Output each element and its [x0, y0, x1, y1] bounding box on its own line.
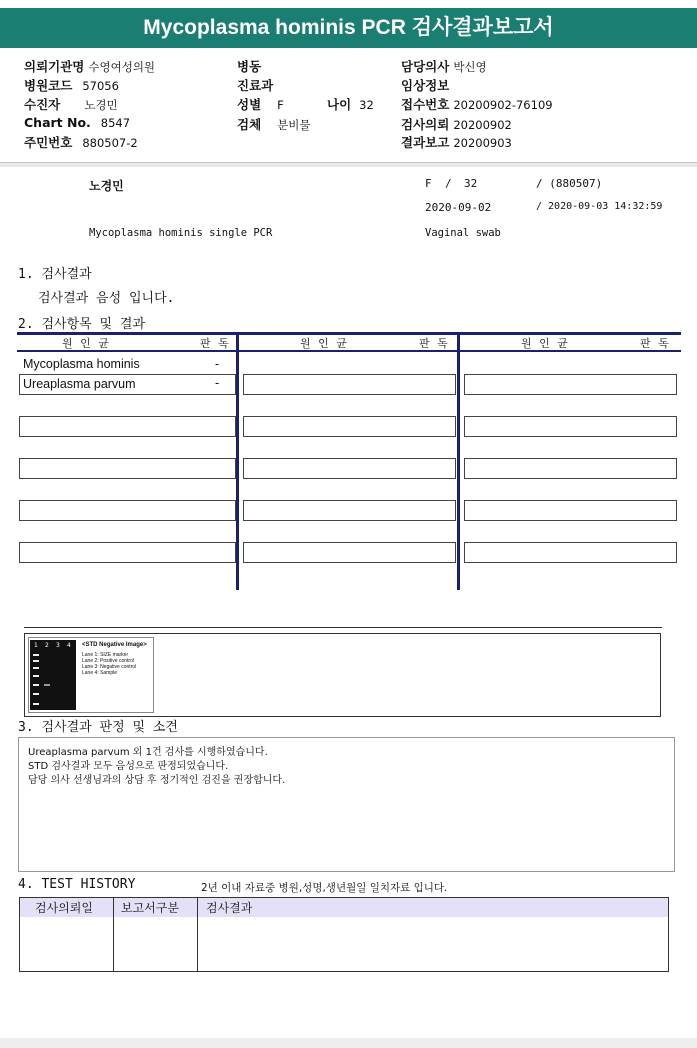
- report-date-label: 결과보고: [401, 135, 450, 150]
- patient-row: [24, 95, 118, 113]
- sex-label: 성별: [237, 97, 262, 112]
- gel-band: [33, 667, 39, 669]
- hospital-code-value: 57056: [82, 79, 119, 93]
- section1-text: 검사결과 음성 입니다.: [38, 291, 175, 306]
- gel-band: [33, 693, 39, 695]
- col-result-2: 판 독: [419, 337, 450, 350]
- history-note: 2년 이내 자료중 병원,성명,생년월일 일치자료 입니다.: [201, 882, 448, 894]
- ward-row: [237, 57, 265, 75]
- findings-line: Ureaplasma parvum 외 1건 검사를 시행하였습니다.: [28, 747, 268, 758]
- result-row-box: [464, 542, 677, 563]
- result-row-box: [19, 416, 236, 437]
- result-row-box: [19, 458, 236, 479]
- chart-label: Chart No.: [24, 115, 91, 130]
- summary-date2: / 2020-09-03 14:32:59: [536, 201, 663, 212]
- section2-title: 2. 검사항목 및 결과: [18, 317, 146, 332]
- ward-label: 병동: [237, 59, 262, 74]
- gel-legend-item: Lane 3: Negative control: [82, 664, 137, 670]
- findings-line: 담당 의사 선생님과의 상담 후 정기적인 검진을 권장합니다.: [28, 775, 286, 786]
- gel-band: [44, 684, 50, 686]
- request-row: [401, 115, 512, 133]
- gel-band: [33, 660, 39, 662]
- result-row-box: [243, 500, 456, 521]
- gel-band: [33, 703, 39, 705]
- result-row-box: [243, 542, 456, 563]
- sex-value: F: [277, 98, 284, 112]
- gel-legend-item: Lane 2: Positive control: [82, 658, 134, 664]
- age-label: 나이: [327, 97, 352, 112]
- hospital-code-row: [24, 76, 119, 94]
- specimen-value: 분비물: [277, 118, 311, 132]
- result-row-box: [464, 416, 677, 437]
- chart-row: [24, 115, 130, 130]
- table-header-rule: [17, 350, 681, 352]
- clinical-row: [401, 76, 453, 94]
- summary-name: 노경민: [89, 179, 124, 193]
- gel-lane-label: 2: [45, 642, 49, 649]
- institution-row: [24, 57, 155, 75]
- gel-band: [33, 675, 39, 677]
- doctor-label: 담당의사: [401, 59, 450, 74]
- result-row-box: [19, 542, 236, 563]
- col-result-1: 판 독: [200, 337, 231, 350]
- id-value: 880507-2: [82, 136, 138, 150]
- hospital-code-label: 병원코드: [24, 78, 73, 93]
- result-row-box: [464, 458, 677, 479]
- result-row-box: [243, 458, 456, 479]
- pathogen-cell: Ureaplasma parvum: [23, 377, 136, 391]
- pathogen-cell: Mycoplasma hominis: [23, 357, 140, 371]
- gel-band: [33, 654, 39, 656]
- summary-sex: F: [425, 177, 432, 190]
- bottom-strip: [0, 1038, 697, 1048]
- summary-sample: Vaginal swab: [425, 227, 501, 239]
- summary-test: Mycoplasma hominis single PCR: [89, 227, 273, 239]
- col-result-3: 판 독: [640, 337, 671, 350]
- doctor-value: 박신영: [453, 60, 487, 74]
- request-value: 20200902: [453, 118, 512, 132]
- age-row: [327, 95, 374, 113]
- result-row-box: [19, 500, 236, 521]
- gel-legend-item: Lane 4: Sample: [82, 670, 118, 676]
- col-pathogen-2: 원 인 균: [300, 337, 349, 350]
- result-row-box: [243, 374, 456, 395]
- specimen-label: 검체: [237, 117, 262, 132]
- institution-label: 의뢰기관명: [24, 59, 85, 74]
- result-row-box: [464, 374, 677, 395]
- result-cell: -: [215, 357, 220, 371]
- id-label: 주민번호: [24, 135, 73, 150]
- patient-label: 수진자: [24, 97, 61, 112]
- findings-line: STD 검사결과 모두 음성으로 판정되었습니다.: [28, 761, 229, 772]
- id-row: [24, 133, 138, 151]
- history-col-result: 검사결과: [206, 901, 253, 915]
- gel-band: [33, 684, 39, 686]
- specimen-row: [237, 115, 310, 133]
- section4-title: 4. TEST HISTORY: [18, 877, 136, 892]
- gel-lane-label: 3: [56, 642, 60, 649]
- section1-title: 1. 검사결과: [18, 267, 92, 282]
- gel-legend-title: <STD Negative Image>: [82, 642, 147, 648]
- patient-value: 노경민: [84, 98, 118, 112]
- history-col-request-date: 검사의뢰일: [35, 901, 93, 915]
- receipt-value: 20200902-76109: [453, 98, 553, 112]
- department-row: [237, 76, 277, 94]
- summary-id: / (880507): [536, 177, 603, 190]
- gel-image: [30, 640, 76, 710]
- request-label: 검사의뢰: [401, 117, 450, 132]
- summary-age: 32: [464, 177, 478, 190]
- col-pathogen-3: 원 인 균: [521, 337, 570, 350]
- history-body: [19, 917, 669, 972]
- table-divider-2: [457, 332, 460, 590]
- receipt-row: [401, 95, 553, 113]
- report-date-row: [401, 133, 512, 151]
- chart-value: 8547: [100, 116, 131, 130]
- gel-top-rule: [24, 627, 662, 628]
- history-col-divider: [197, 897, 198, 972]
- history-col-divider: [113, 897, 114, 972]
- doctor-row: [401, 57, 487, 75]
- receipt-label: 접수번호: [401, 97, 450, 112]
- institution-value: 수영여성의원: [88, 60, 156, 74]
- result-row-box: [464, 500, 677, 521]
- result-cell: -: [215, 376, 220, 390]
- gel-legend-item: Lane 1: SIZE marker: [82, 652, 129, 658]
- gel-legend: [82, 642, 147, 676]
- department-label: 진료과: [237, 78, 274, 93]
- age-value: 32: [359, 98, 374, 112]
- report-date-value: 20200903: [453, 136, 512, 150]
- result-row-box: [243, 416, 456, 437]
- history-col-report-type: 보고서구분: [121, 901, 179, 915]
- col-pathogen-1: 원 인 균: [62, 337, 111, 350]
- report-title: Mycoplasma hominis PCR 검사결과보고서: [0, 8, 697, 48]
- section3-title: 3. 검사결과 판정 및 소견: [18, 720, 178, 735]
- table-divider-1: [236, 332, 239, 590]
- gel-lane-label: 1: [34, 642, 38, 649]
- summary-date1: 2020-09-02: [425, 201, 492, 214]
- gel-lane-label: 4: [67, 642, 71, 649]
- summary-slash: /: [445, 177, 452, 190]
- history-header-row: [19, 897, 669, 919]
- table-top-rule: [17, 332, 681, 335]
- clinical-label: 임상정보: [401, 78, 450, 93]
- header-divider: [0, 162, 697, 167]
- sex-row: [237, 95, 284, 113]
